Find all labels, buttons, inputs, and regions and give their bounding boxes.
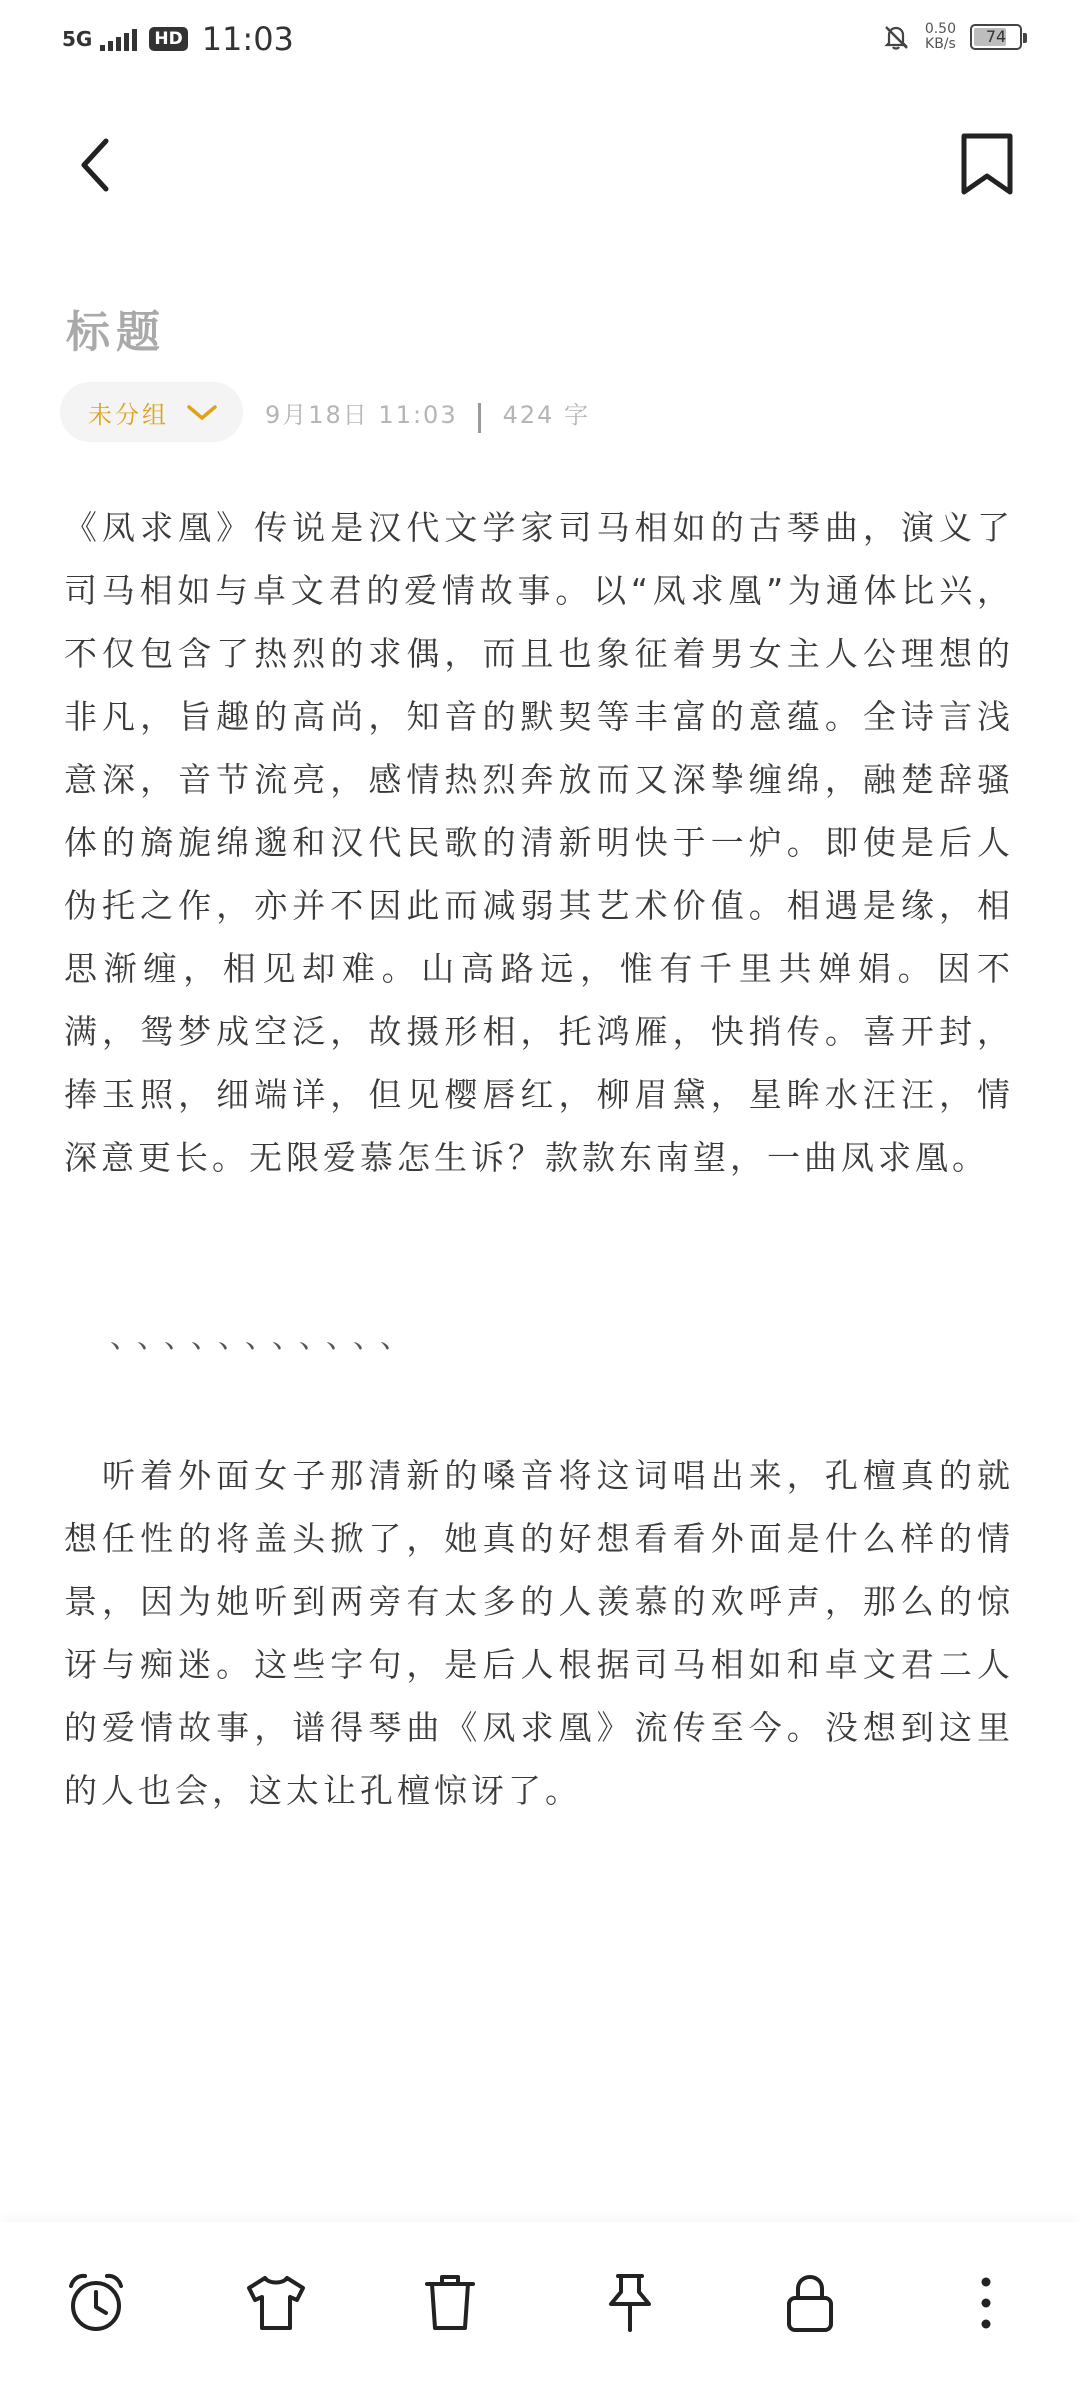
group-label: 未分组 — [88, 400, 169, 429]
note-meta — [60, 382, 590, 442]
battery-level: 74 — [985, 27, 1007, 46]
tshirt-icon — [243, 2270, 309, 2336]
network-speed — [925, 22, 956, 52]
pin-icon — [597, 2270, 663, 2336]
clock: 11:03 — [201, 20, 294, 58]
word-count: 424 字 — [502, 400, 591, 429]
group-selector[interactable] — [60, 382, 243, 442]
bookmark-button[interactable] — [952, 122, 1022, 202]
speed-unit: KB/s — [925, 36, 956, 52]
battery-icon — [970, 24, 1022, 50]
back-arrow-icon — [64, 125, 134, 205]
lock-button[interactable] — [772, 2265, 848, 2341]
more-vertical-icon — [953, 2270, 1019, 2336]
status-right — [881, 22, 1022, 52]
more-button[interactable] — [948, 2265, 1024, 2341]
theme-button[interactable] — [238, 2265, 314, 2341]
bottom-toolbar — [0, 2222, 1080, 2408]
network-type: 5G — [62, 27, 93, 51]
alarm-clock-icon — [63, 2270, 129, 2336]
delete-button[interactable] — [412, 2265, 488, 2341]
speed-value: 0.50 — [924, 21, 956, 37]
paragraph-2[interactable]: 听着外面女子那清新的嗓音将这词唱出来，孔檀真的就想任性的将盖头掀了，她真的好想看看外面是什么样的情景，因为她听到两旁有太多的人羡慕的欢呼声，那么的惊讶与痴迷。这些字句，是后人根据司马相如和卓文君二人的爱情故事，谱得琴曲《凤求凰》流传至今。没想到这里的人也会，这太让孔檀惊讶了。 — [64, 1456, 1014, 1810]
status-left — [62, 20, 294, 58]
pin-button[interactable] — [592, 2265, 668, 2341]
trash-icon — [417, 2270, 483, 2336]
note-title[interactable]: 标题 — [66, 307, 166, 358]
back-button[interactable] — [64, 125, 134, 205]
reminder-button[interactable] — [58, 2265, 134, 2341]
hd-badge: HD — [149, 27, 187, 51]
note-date: 9月18日 11:03 — [265, 400, 458, 429]
note-body-continued[interactable] — [64, 1444, 1014, 1822]
note-body[interactable] — [64, 496, 1014, 1189]
bell-muted-icon — [881, 22, 911, 52]
chevron-down-icon — [185, 401, 219, 423]
lock-icon — [777, 2270, 843, 2336]
paragraph-1[interactable]: 《凤求凰》传说是汉代文学家司马相如的古琴曲，演义了司马相如与卓文君的爱情故事。以“凤求凰”为通体比兴，不仅包含了热烈的求偶，而且也象征着男女主人公理想的非凡，旨趣的高尚，知音的默契等丰富的意蕴。全诗言浅意深，音节流亮，感情热烈奔放而又深挚缠绵，融楚辞骚体的旖旎绵邈和汉代民歌的清新明快于一炉。即使是后人伪托之作，亦并不因此而减弱其艺术价值。相遇是缘，相思渐缠，相见却难。山高路远，惟有千里共婵娟。因不满，鸳梦成空泛，故摄形相，托鸿雁，快捎传。喜开封，捧玉照，细端详，但见樱唇红，柳眉黛，星眸水汪汪，情深意更长。无限爱慕怎生诉？款款东南望，一曲凤求凰。 — [64, 508, 1014, 1177]
top-bar — [0, 110, 1080, 220]
separator-marks[interactable]: 、、、、、、、、、、、 — [110, 1320, 422, 1355]
signal-icon — [100, 27, 137, 51]
status-bar — [0, 0, 1080, 80]
bookmark-icon — [952, 122, 1022, 202]
meta-divider — [478, 403, 481, 433]
